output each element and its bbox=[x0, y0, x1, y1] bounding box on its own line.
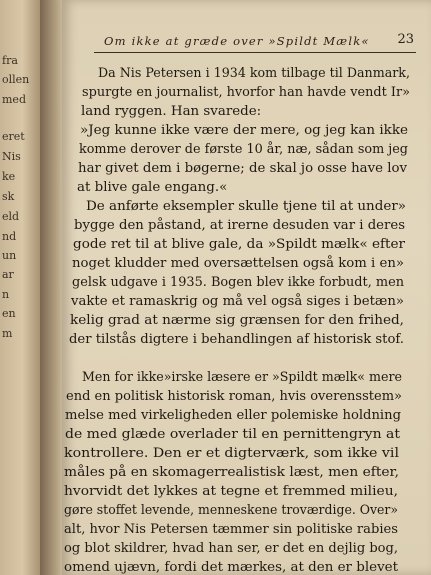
facing-page-fragment: n bbox=[2, 288, 10, 301]
facing-page-fragment: un bbox=[2, 249, 17, 262]
text-line: omend ujævn, fordi det mærkes, at den er blevet bbox=[64, 560, 399, 575]
text-line: Da Nis Petersen i 1934 kom tilbage til Danmark, bbox=[98, 66, 410, 81]
text-line: gøre stoffet levende, menneskene troværdige. Over» bbox=[64, 503, 398, 518]
facing-page-fragment: eret bbox=[2, 130, 25, 143]
facing-page-fragment: eld bbox=[2, 210, 20, 223]
text-line: Men for ikke»irske læsere er »Spildt mælk« mere bbox=[82, 370, 402, 385]
text-line: vakte et ramaskrig og må vel også siges i betæn» bbox=[71, 294, 404, 309]
text-line: hvorvidt det lykkes at tegne et fremmed milieu, bbox=[64, 484, 398, 499]
text-line: komme derover de første 10 år, næ, sådan som jeg bbox=[79, 142, 408, 157]
text-line: kelig grad at nærme sig grænsen for den frihed, bbox=[70, 313, 404, 328]
facing-page-fragment: med bbox=[2, 93, 26, 106]
text-line: end en politisk historisk roman, hvis overensstem» bbox=[66, 389, 402, 404]
text-line: De anførte eksempler skulle tjene til at under» bbox=[86, 199, 406, 214]
facing-page-edge bbox=[0, 0, 40, 575]
book-page bbox=[62, 0, 431, 575]
facing-page-fragment: en bbox=[2, 307, 16, 320]
text-line: alt, hvor Nis Petersen tæmmer sin politiske rabies bbox=[64, 522, 398, 537]
text-line: og blot skildrer, hvad han ser, er det en dejlig bog, bbox=[64, 541, 398, 556]
text-line: land ryggen. Han svarede: bbox=[81, 104, 262, 119]
facing-page-fragment: Nis bbox=[2, 150, 21, 163]
text-line: kontrollere. Den er et digterværk, som ikke vil bbox=[64, 446, 399, 461]
page-number: 23 bbox=[397, 32, 414, 47]
facing-page-fragment: ollen bbox=[2, 73, 30, 86]
text-line: at blive gale engang.« bbox=[77, 180, 228, 195]
facing-page-fragment: m bbox=[2, 327, 13, 340]
text-line: noget kludder med oversættelsen også kom i en» bbox=[72, 256, 404, 271]
body-text bbox=[62, 0, 431, 575]
text-line: spurgte en journalist, hvorfor han havde vendt Ir» bbox=[82, 85, 410, 100]
text-line: de med glæde overlader til en pernittengryn at bbox=[65, 427, 400, 442]
text-line: bygge den påstand, at irerne desuden var i deres bbox=[74, 218, 405, 233]
text-line: »Jeg kunne ikke være der mere, og jeg kan ikke bbox=[80, 123, 408, 138]
text-line: måles på en skomagerrealistisk læst, men efter, bbox=[64, 465, 399, 480]
facing-page-fragment: nd bbox=[2, 230, 17, 243]
text-line: gelsk udgave i 1935. Bogen blev ikke forbudt, men bbox=[72, 275, 404, 290]
facing-page-fragment: ar bbox=[2, 268, 14, 281]
text-line: har givet dem i bøgerne; de skal jo osse have lov bbox=[78, 161, 407, 176]
text-line: melse med virkeligheden eller polemiske holdning bbox=[65, 408, 401, 423]
facing-page-fragment: sk bbox=[2, 190, 15, 203]
text-line: gode ret til at blive gale, da »Spildt mælk« efter bbox=[73, 237, 405, 252]
running-head-title: Om ikke at græde over »Spildt Mælk« bbox=[104, 34, 370, 48]
facing-page-fragment: fra bbox=[2, 54, 18, 67]
text-line: der tilstås digtere i behandlingen af historisk stof. bbox=[69, 332, 404, 347]
facing-page-fragment: ke bbox=[2, 170, 16, 183]
